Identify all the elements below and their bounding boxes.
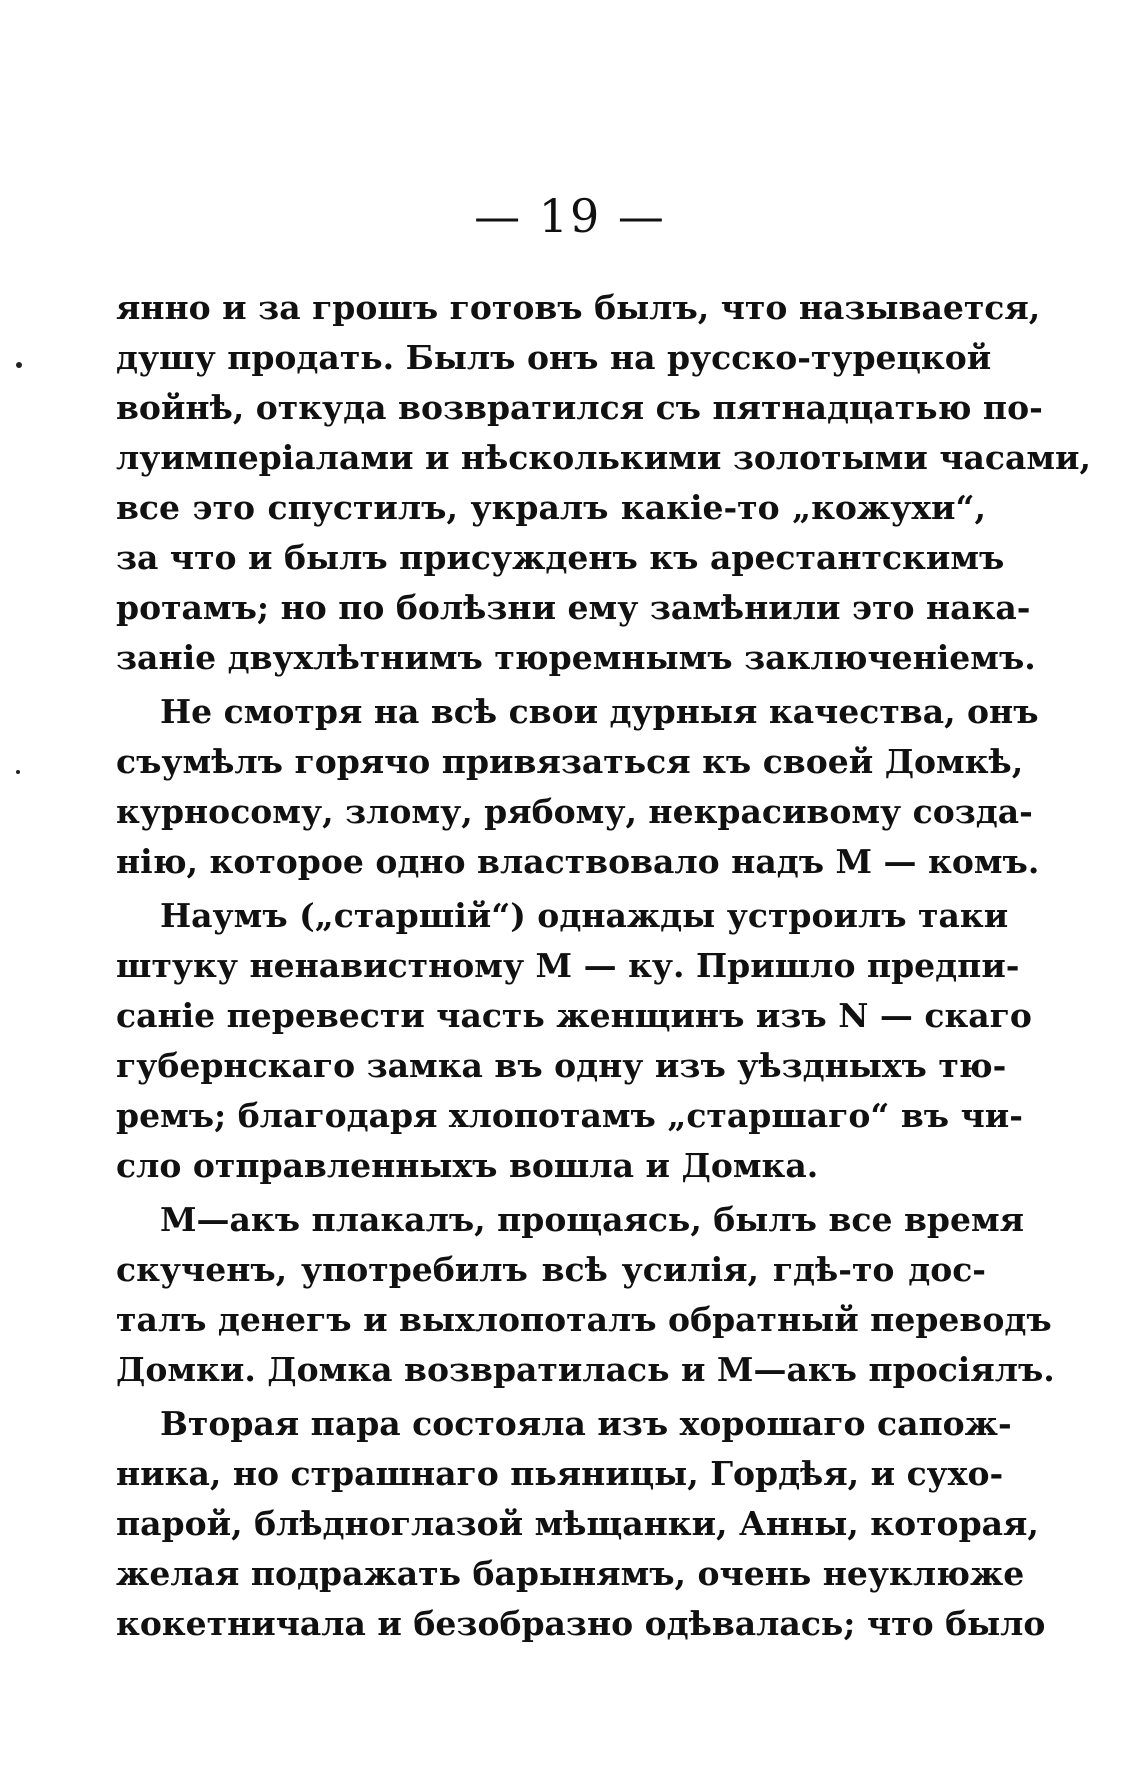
paragraph — [116, 891, 1032, 1191]
text-line: талъ денегъ и выхлопоталъ обратный переводъ — [116, 1300, 1052, 1339]
paragraph — [116, 687, 1040, 887]
text-line: кокетничала и безобразно одѣвалась; что было — [116, 1604, 1046, 1643]
text-line: парой, блѣдноглазой мѣщанки, Анны, которая, — [116, 1504, 1039, 1543]
body-text — [116, 283, 1091, 1649]
text-line: все это спустилъ, укралъ какіе-то „кожухи“, — [116, 488, 986, 527]
text-line: Наумъ („старшій“) однажды устроилъ таки — [160, 896, 1009, 935]
text-line: заніе двухлѣтнимъ тюремнымъ заключеніемъ. — [116, 638, 1036, 677]
text-line: душу продать. Былъ онъ на русско-турецкой — [116, 338, 992, 377]
page-number: — 19 — — [474, 189, 666, 243]
text-line: скученъ, употребилъ всѣ усилія, гдѣ-то дос- — [116, 1250, 986, 1289]
text-line: янно и за грошъ готовъ былъ, что называется, — [116, 288, 1041, 327]
paragraph — [116, 1399, 1046, 1649]
text-line: курносому, злому, рябому, некрасивому созда- — [116, 792, 1033, 831]
text-line: ника, но страшнаго пьяницы, Гордѣя, и сухо- — [116, 1454, 1004, 1493]
text-line: сло отправленныхъ вошла и Домка. — [116, 1146, 819, 1185]
paragraph — [116, 283, 1091, 683]
paragraph — [116, 1195, 1055, 1395]
text-line: за что и былъ присужденъ къ арестантскимъ — [116, 538, 1005, 577]
text-line: саніе перевести часть женщинъ изъ N — скаго — [116, 996, 1032, 1035]
text-line: нію, которое одно властвовало надъ М — комъ. — [116, 842, 1040, 881]
text-line: желая подражать барынямъ, очень неуклюже — [116, 1554, 1025, 1593]
text-line: Домки. Домка возвратилась и М—акъ просіялъ. — [116, 1350, 1055, 1389]
text-line: ротамъ; но по болѣзни ему замѣнили это нака- — [116, 588, 1031, 627]
text-line: Не смотря на всѣ свои дурныя качества, онъ — [160, 692, 1039, 731]
text-line: войнѣ, откуда возвратился съ пятнадцатью по- — [116, 388, 1043, 427]
text-line: Вторая пара состояла изъ хорошаго сапож- — [160, 1404, 1012, 1443]
text-line: съумѣлъ горячо привязаться къ своей Домкѣ, — [116, 742, 1024, 781]
text-line: губернскаго замка въ одну изъ уѣздныхъ тю- — [116, 1046, 1007, 1085]
margin-speck — [16, 770, 20, 774]
text-line: ремъ; благодаря хлопотамъ „старшаго“ въ чи- — [116, 1096, 1023, 1135]
text-line: штуку ненавистному М — ку. Пришло предпи- — [116, 946, 1020, 985]
text-line: М—акъ плакалъ, прощаясь, былъ все время — [160, 1200, 1025, 1239]
margin-speck — [16, 362, 22, 368]
text-line: луимперіалами и нѣсколькими золотыми часами, — [116, 438, 1091, 477]
